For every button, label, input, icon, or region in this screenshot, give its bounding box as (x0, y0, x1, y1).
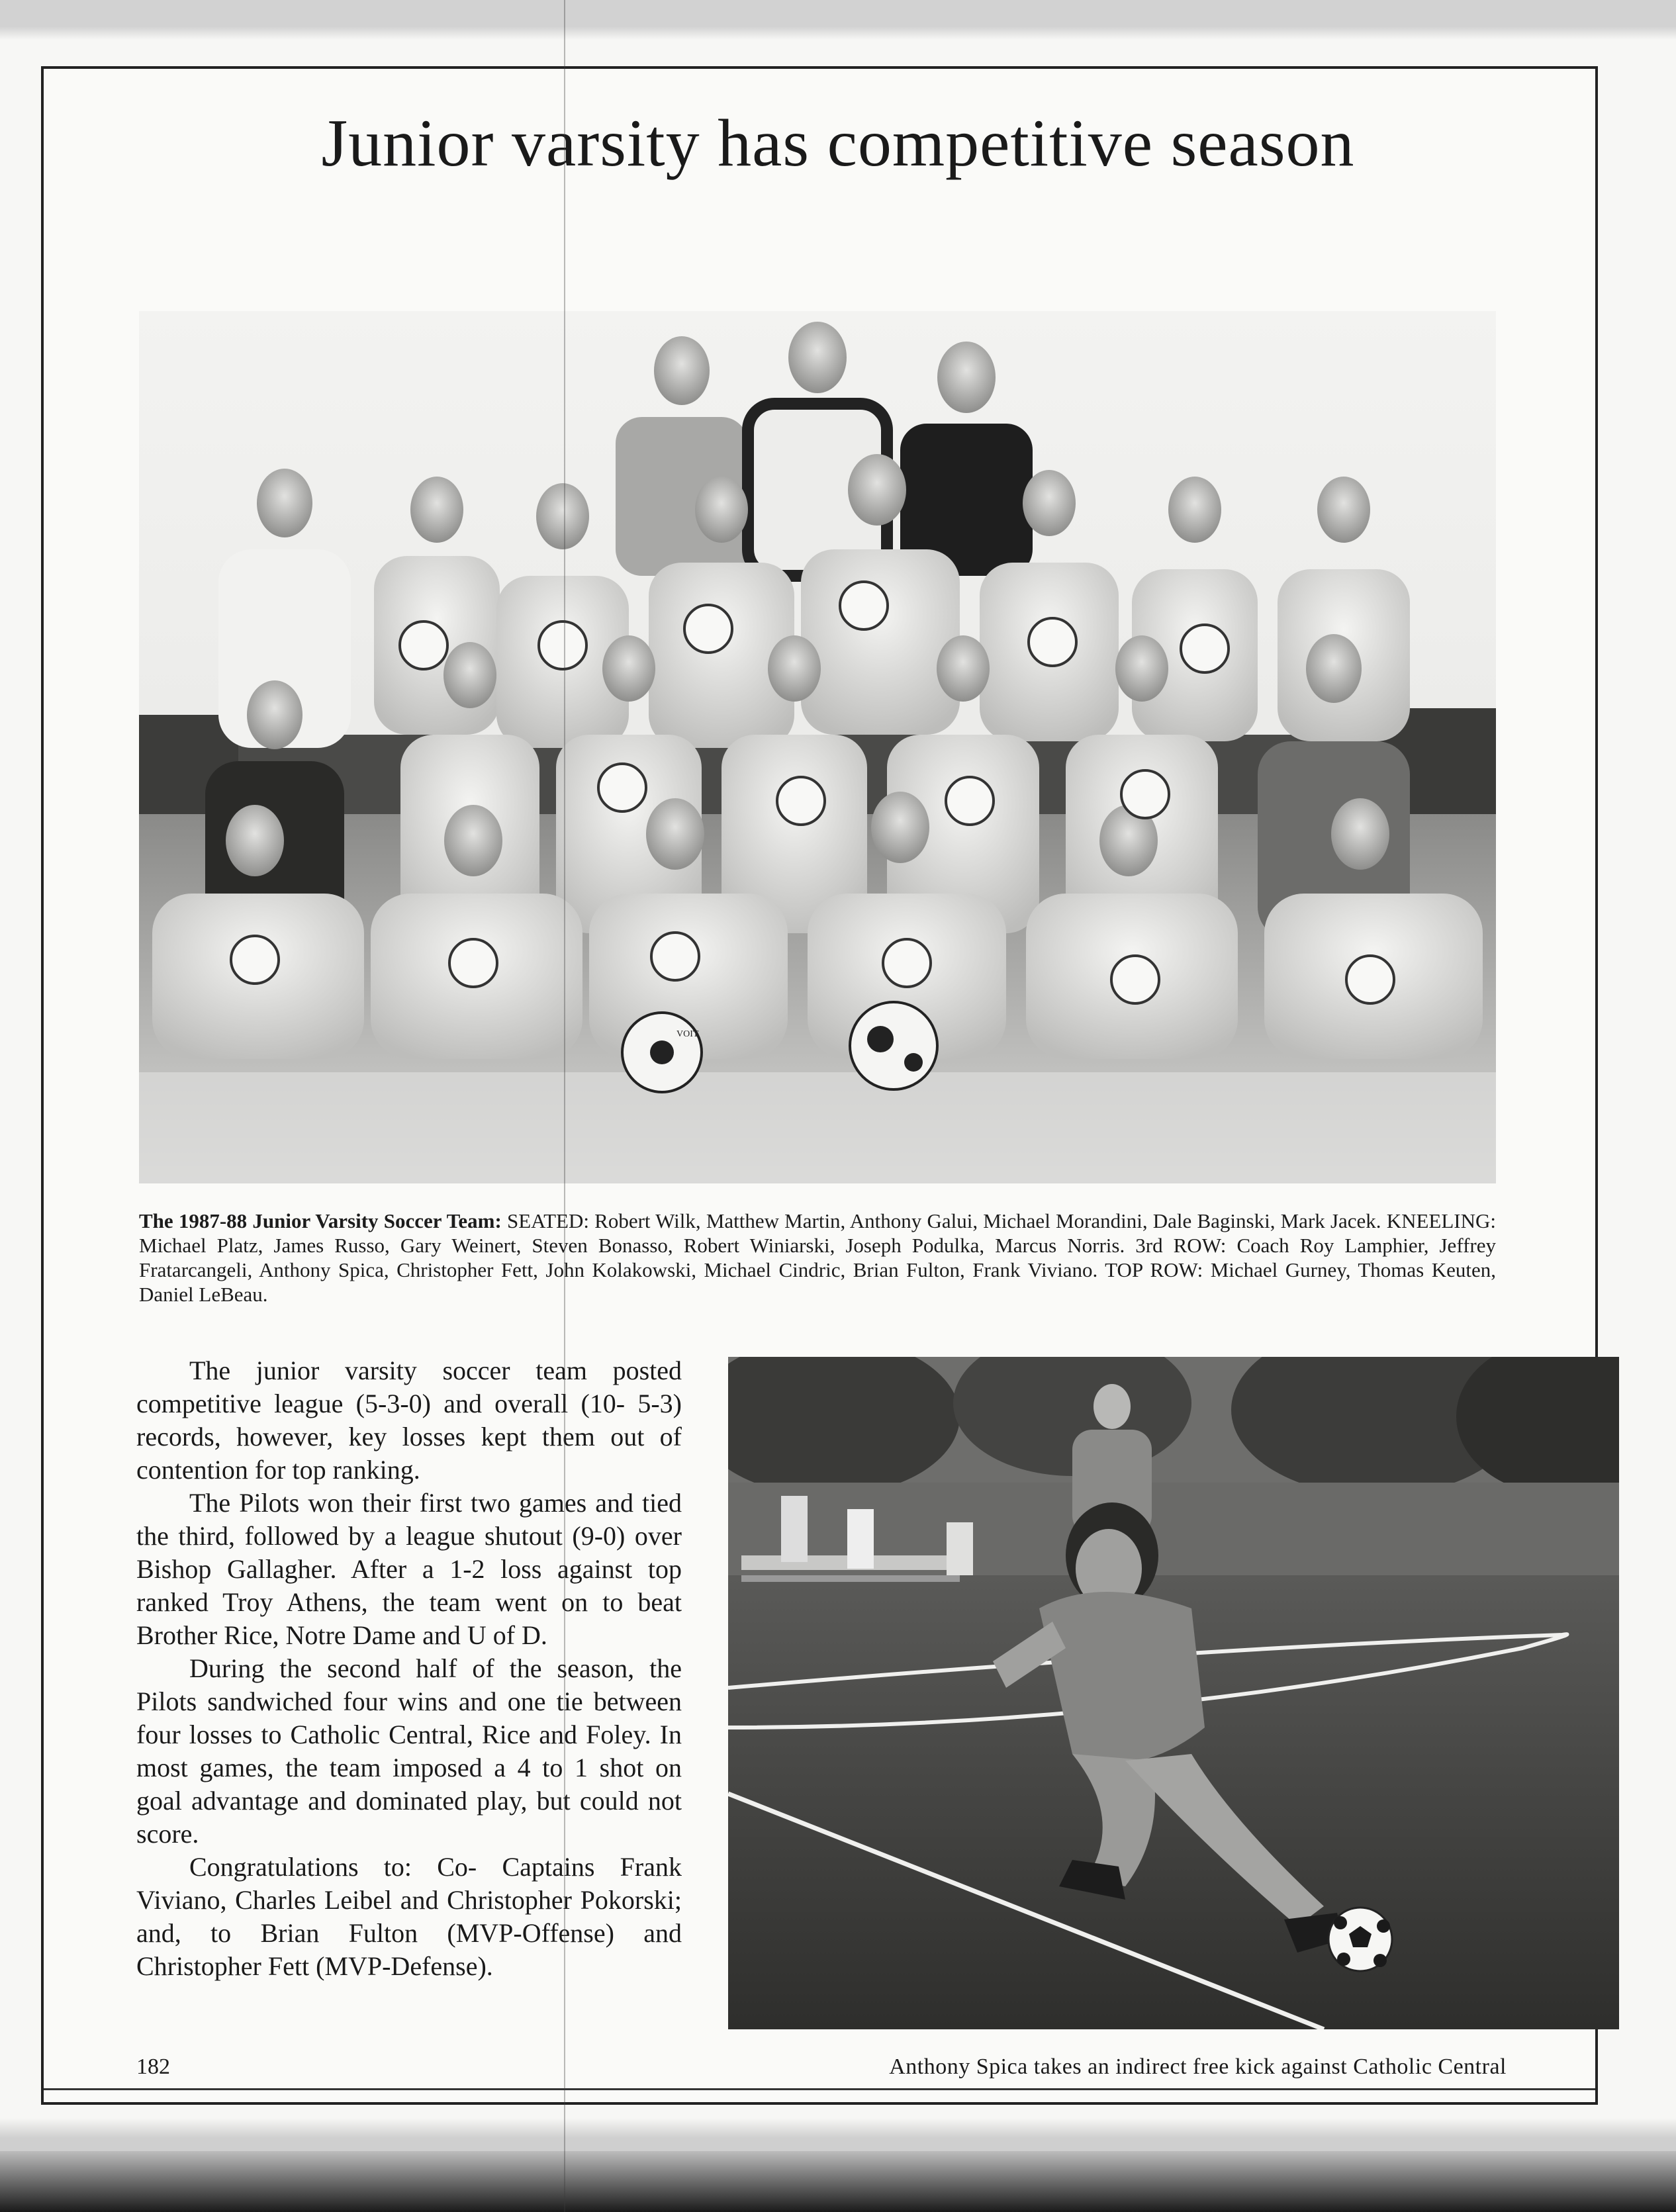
action-photo (728, 1357, 1619, 2029)
team-photo-image (139, 311, 1496, 1183)
article-paragraph: The Pilots won their first two games and tied the third, followed by a league shutout (9-0) over Bishop Gallagher. After a 1-2 loss against top ranked Troy Athens, the team went on to beat Brother Rice, Notre Dame and U of D. (136, 1488, 682, 1650)
page-title: Junior varsity has competitive season (321, 106, 1355, 181)
action-photo-image (728, 1357, 1619, 2029)
page-number: 182 (136, 2054, 170, 2079)
svg-text:VOIT: VOIT (676, 1029, 699, 1039)
article-paragraph: Congratulations to: Co- Captains Frank Viviano, Charles Leibel and Christopher Pokorski; and, to Brian Fulton (MVP-Offense) and Christopher Fett (MVP-Defense). (136, 1852, 682, 1981)
caption-body: SEATED: Robert Wilk, Matthew Martin, Anthony Galui, Michael Morandini, Dale Baginski, Mark Jacek. KNEELING: Michael Platz, James Russo, Gary Weinert, Steven Bonasso, Robert Winiarski, Joseph Podulka, Marcus Norris. 3rd ROW: Coach Roy Lamphier, Jeffrey Fratarcangeli, Anthony Spica, Christopher Fett, John Kolakowski, Michael Cindric, Brian Fulton, Frank Viviano. TOP ROW: Michael Gurney, Thomas Keuten, Daniel LeBeau. (139, 1209, 1497, 1306)
right-rule (1595, 66, 1598, 1330)
article-paragraph: The junior varsity soccer team posted competitive league (5-3-0) and overall (10- 5-3) records, however, key losses kept them out of contention for top ranking. (136, 1356, 682, 1485)
team-photo-caption (139, 1209, 1496, 1307)
caption-lead: The 1987-88 Junior Varsity Soccer Team: (139, 1209, 502, 1232)
action-soccer-ball (1328, 1908, 1392, 1971)
scan-fold-line (564, 0, 565, 2212)
action-photo-caption: Anthony Spica takes an indirect free kick against Catholic Central (889, 2054, 1507, 2079)
top-row (616, 322, 1033, 576)
scan-bottom-band (0, 2151, 1676, 2212)
team-photo (139, 311, 1496, 1183)
article-body (136, 1354, 682, 1983)
article-paragraph: During the second half of the season, the Pilots sandwiched four wins and one tie between four losses to Catholic Central, Rice and Foley. In most games, the team imposed a 4 to 1 shot on goal advantage and dominated play, but could not score. (136, 1653, 682, 1849)
